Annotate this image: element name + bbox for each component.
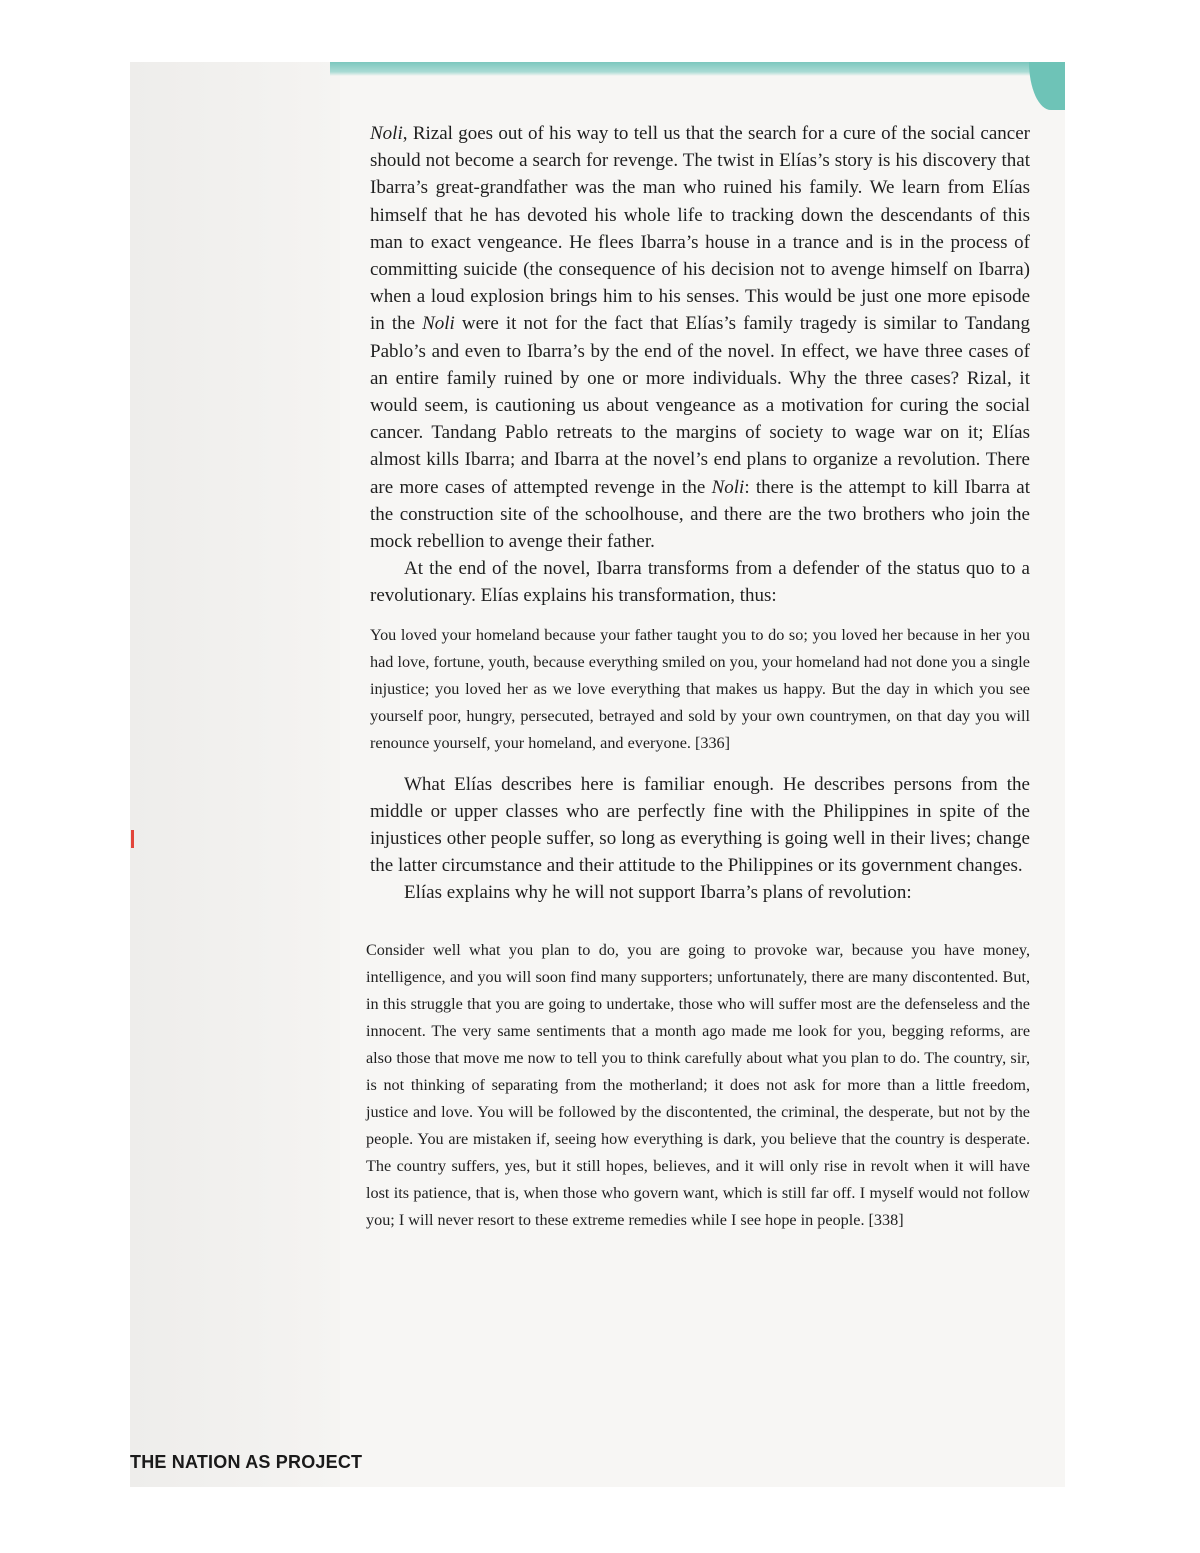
running-footer-title: THE NATION AS PROJECT bbox=[130, 1452, 363, 1472]
paragraph-1-text-c: : there is the attempt to kill Ibarra at the construction site of the schoolhouse, and there are the two brothers who join the mock rebellion to avenge their father. bbox=[370, 476, 1030, 553]
noli-italic: Noli bbox=[422, 313, 455, 335]
page-gutter bbox=[130, 62, 340, 1487]
paragraph-1 bbox=[370, 120, 1030, 555]
teal-top-band bbox=[330, 62, 1065, 76]
red-margin-mark bbox=[131, 830, 134, 848]
paragraph-1-text-b: were it not for the fact that Elías’s family tragedy is similar to Tandang Pablo’s and even to Ibarra’s by the end of the novel. In effect, we have three cases of an entire family ruined by one or more individuals. Why the three cases? Rizal, it would seem, is cautioning us about vengeance as a motivation for curing the social cancer. Tandang Pablo retreats to the margins of society to wage war on it; Elías almost kills Ibarra; and Ibarra at the novel’s end plans to organize a revolution. There are more cases of attempted revenge in the bbox=[370, 313, 1030, 498]
main-text-column bbox=[366, 120, 1030, 1234]
paragraph-3: What Elías describes here is familiar enough. He describes persons from the middle or upper classes who are perfectly fine with the Philippines in spite of the injustices other people suffer, so long as everything is going well in their lives; change the latter circumstance and their attitude to the Philippines or its government changes. bbox=[370, 773, 1030, 877]
block-quote-1: You loved your homeland because your father taught you to do so; you loved her because in her you had love, fortune, youth, because everything smiled on you, your homeland had not done you a single injustice; you loved her as we love everything that makes us happy. But the day in which you see yourself poor, hungry, persecuted, betrayed and sold by your own countrymen, on that day you will renounce yourself, your homeland, and everyone. [336] bbox=[370, 625, 1030, 752]
teal-corner-tab bbox=[1029, 62, 1065, 110]
paragraph-2: At the end of the novel, Ibarra transforms from a defender of the status quo to a revolutionary. Elías explains his transformation, thus: bbox=[370, 558, 1030, 607]
noli-italic: Noli bbox=[711, 476, 745, 498]
noli-italic: Noli bbox=[370, 123, 403, 144]
block-quote-2: Consider well what you plan to do, you are going to provoke war, because you have money, intelligence, and you will soon find many supporters; unfortunately, there are many discontented. But, in this struggle that you are going to undertake, those who will suffer most are the defenseless and the innocent. The very same sentiments that a month ago made me look for you, begging reforms, are also those that move me now to tell you to think carefully about what you plan to do. The country, sir, is not thinking of separating from the motherland; it does not ask for more than a little freedom, justice and love. You will be followed by the discontented, the criminal, the desperate, but not by the people. You are mistaken if, seeing how everything is dark, you believe that the country is desperate. The country suffers, yes, but it still hopes, believes, and it will only rise in revolt when it will have lost its patience, that is, when those who govern want, which is still far off. I myself would not follow you; I will never resort to these extreme remedies while I see hope in people. [338] bbox=[366, 940, 1030, 1229]
paragraph-4: Elías explains why he will not support Ibarra’s plans of revolution: bbox=[404, 882, 912, 904]
paragraph-1-text-a: , Rizal goes out of his way to tell us that the search for a cure of the social cancer should not become a search for revenge. The twist in Elías’s story is his discovery that Ibarra’s great-grandfather was the man who ruined his family. We learn from Elías himself that he has devoted his whole life to tracking down the descendants of this man to exact vengeance. He flees Ibarra’s house in a trance and is in the process of committing suicide (the consequence of his decision not to avenge himself on Ibarra) when a loud explosion brings him to his senses. This would be just one more episode in the bbox=[370, 123, 1030, 335]
